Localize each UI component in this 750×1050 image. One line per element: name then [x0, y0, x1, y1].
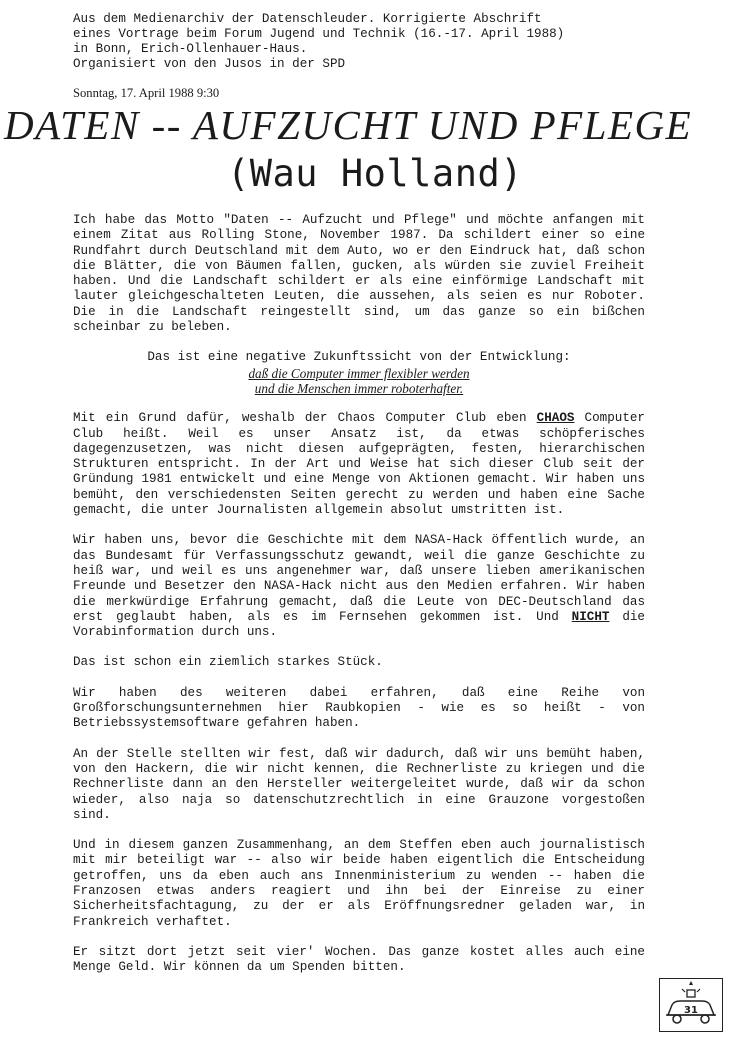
archive-header — [73, 12, 673, 72]
paragraph-text: Mit ein Grund dafür, weshalb der Chaos Computer Club eben — [73, 411, 527, 426]
header-line: Aus dem Medienarchiv der Datenschleuder. Korrigierte Abschrift — [73, 12, 542, 26]
block-quote — [73, 350, 645, 396]
body-text — [73, 213, 645, 990]
header-line: Organisiert von den Jusos in der SPD — [73, 57, 346, 71]
paragraph — [73, 411, 645, 518]
paragraph: Ich habe das Motto "Daten -- Aufzucht und Pflege" und möchte anfangen mit einem Zitat aus Rolling Stone, November 1987. Da schildert einer so eine Rundfahrt durch Deutschland mit dem Auto, wo er den Eindruck hat, daß schon die Blätter, die von Bäumen fallen, gucken, als würden sie zuviel Freiheit haben. Und die Landschaft schildert er als eine einförmige Landschaft mit lauter gleichgeschalteten Leuten, die aussehen, als seien es nur Roboter. Die in die Landschaft reingestellt sind, um das ganze so ein bißchen scheinbar zu beleben. — [73, 213, 645, 335]
paragraph — [73, 533, 645, 640]
paragraph-text: Wir haben uns, bevor die Geschichte mit dem NASA-Hack öffentlich wurde, an das Bundesamt für Verfassungsschutz gewandt, weil die ganze Geschichte zu heiß war, und weil es uns angenehmer war, daß unsere lieben amerikanischen Freunde und Besetzer den NASA-Hack nicht aus den Medien erfahren. Wir haben die merkwürdige Erfahrung gemacht, daß die Leute von DEC-Deutschland das erst geglaubt haben, als es im Fernsehen gekommen ist. Und — [73, 533, 645, 624]
emphasis-nicht: NICHT — [571, 609, 610, 624]
quote-intro: Das ist eine negative Zukunftssicht von der Entwicklung: — [147, 350, 571, 365]
paragraph-text: Computer Club heißt. Weil es unser Ansatz ist, da etwas schöpferisches dagegenzusetzen, was nicht diesen aufgeprägten, festen, hierarchischen Strukturen entspricht. In der Art und Weise hat sich dieser Club seit der Gründung 1981 entwickelt und eine Menge von Aktionen gemacht. Wir haben uns bemüht, den verschiedensten Seiten gerecht zu werden und haben eine Sache gemacht, die unter Journalisten allgemein absolut umstritten ist. — [73, 411, 645, 518]
session-date: Sonntag, 17. April 1988 9:30 — [73, 86, 220, 100]
paragraph: Wir haben des weiteren dabei erfahren, daß eine Reihe von Großforschungsunternehmen hier Raubkopien - wie es so heißt - von Betriebssystemsoftware gefahren haben. — [73, 685, 645, 731]
paragraph: Und in diesem ganzen Zusammenhang, an dem Steffen eben auch journalistisch mit mir beteiligt war -- also wir beide haben eigentlich die Entscheidung getroffen, uns da eben auch ans Innenministerium zu wenden -- haben die Franzosen etwas anders reagiert und ihn bei der Einreise zu einer Sicherheitsfachtagung, zu der er als Eröffnungsredner geladen war, in Frankreich verhaftet. — [73, 838, 645, 929]
police-car-icon — [660, 979, 722, 1031]
quote-line: und die Menschen immer roboterhafter. — [254, 380, 464, 396]
paragraph: Das ist schon ein ziemlich starkes Stück. — [73, 655, 383, 670]
paragraph-text: die Vorabinformation durch uns. — [73, 609, 645, 640]
emphasis-chaos: CHAOS — [536, 411, 575, 426]
paragraph: An der Stelle stellten wir fest, daß wir dadurch, daß wir uns bemüht haben, von den Hackern, die wir nicht kennen, die Rechnerliste zu kriegen und die Rechnerliste dann an den Hersteller weitergeleitet wurde, daß wir da schon wieder, also naja so datenschutzrechtlich in eine Grauzone vorgestoßen sind. — [73, 746, 645, 822]
header-line: in Bonn, Erich-Ollenhauer-Haus. — [73, 42, 308, 56]
paragraph: Er sitzt dort jetzt seit vier' Wochen. Das ganze kostet alles auch eine Menge Geld. Wir können da um Spenden bitten. — [73, 944, 645, 975]
stamp-number: 31 — [684, 1005, 698, 1016]
page-title: DATEN -- AUFZUCHT UND PFLEGE — [4, 102, 693, 148]
page-stamp — [659, 978, 723, 1032]
quote-line: daß die Computer immer flexibler werden — [248, 365, 470, 381]
header-line: eines Vortrage beim Forum Jugend und Technik (16.-17. April 1988) — [73, 27, 565, 41]
author: (Wau Holland) — [226, 152, 524, 195]
